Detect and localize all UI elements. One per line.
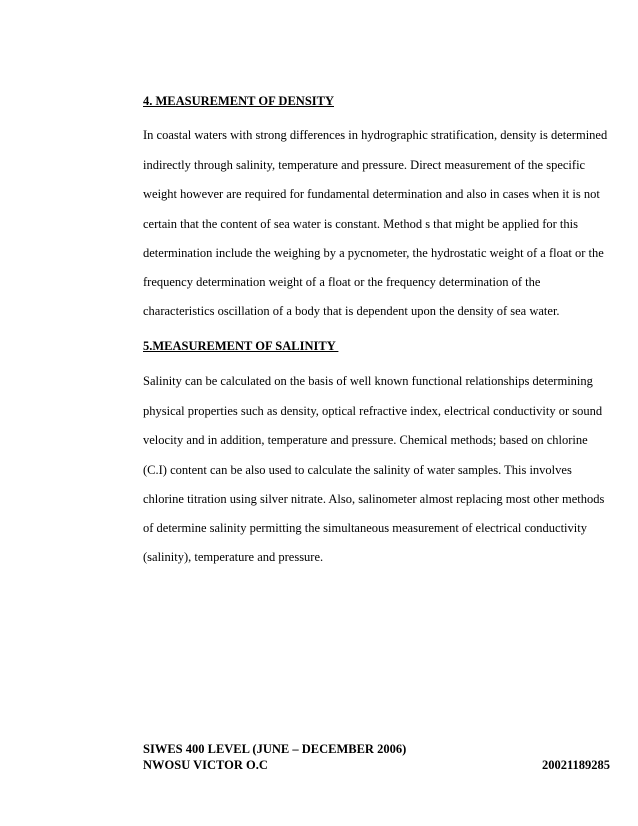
- section-5-line: of determine salinity permitting the simultaneous measurement of electrical conductivity: [143, 521, 587, 535]
- section-4-heading: 4. MEASUREMENT OF DENSITY: [143, 94, 334, 108]
- section-5-heading: 5.MEASUREMENT OF SALINITY: [143, 339, 339, 353]
- section-4-line: frequency determination weight of a float or the frequency determination of the: [143, 275, 541, 289]
- section-4-line: weight however are required for fundamental determination and also in cases when it is not: [143, 187, 600, 201]
- footer-program: SIWES 400 LEVEL (JUNE – DECEMBER 2006): [143, 742, 407, 756]
- section-4-line: In coastal waters with strong differences in hydrographic stratification, density is determined: [143, 128, 608, 142]
- section-5-line: (salinity), temperature and pressure.: [143, 550, 324, 564]
- section-4-line: characteristics oscillation of a body that is dependent upon the density of sea water.: [143, 304, 560, 318]
- section-5-line: Salinity can be calculated on the basis of well known functional relationships determining: [143, 374, 593, 388]
- section-5-line: chlorine titration using silver nitrate. Also, salinometer almost replacing most other methods: [143, 492, 605, 506]
- footer-name: NWOSU VICTOR O.C: [143, 758, 268, 772]
- section-4-line: indirectly through salinity, temperature and pressure. Direct measurement of the specific: [143, 158, 586, 172]
- section-5-line: physical properties such as density, optical refractive index, electrical conductivity or sound: [143, 404, 603, 418]
- section-5-line: velocity and in addition, temperature and pressure. Chemical methods; based on chlorine: [143, 433, 588, 447]
- section-4-line: certain that the content of sea water is constant. Method s that might be applied for this: [143, 217, 578, 231]
- section-5-line: (C.I) content can be also used to calculate the salinity of water samples. This involves: [143, 463, 572, 477]
- footer-id-number: 20021189285: [541, 758, 610, 772]
- section-4-line: determination include the weighing by a pycnometer, the hydrostatic weight of a float or the: [143, 246, 604, 260]
